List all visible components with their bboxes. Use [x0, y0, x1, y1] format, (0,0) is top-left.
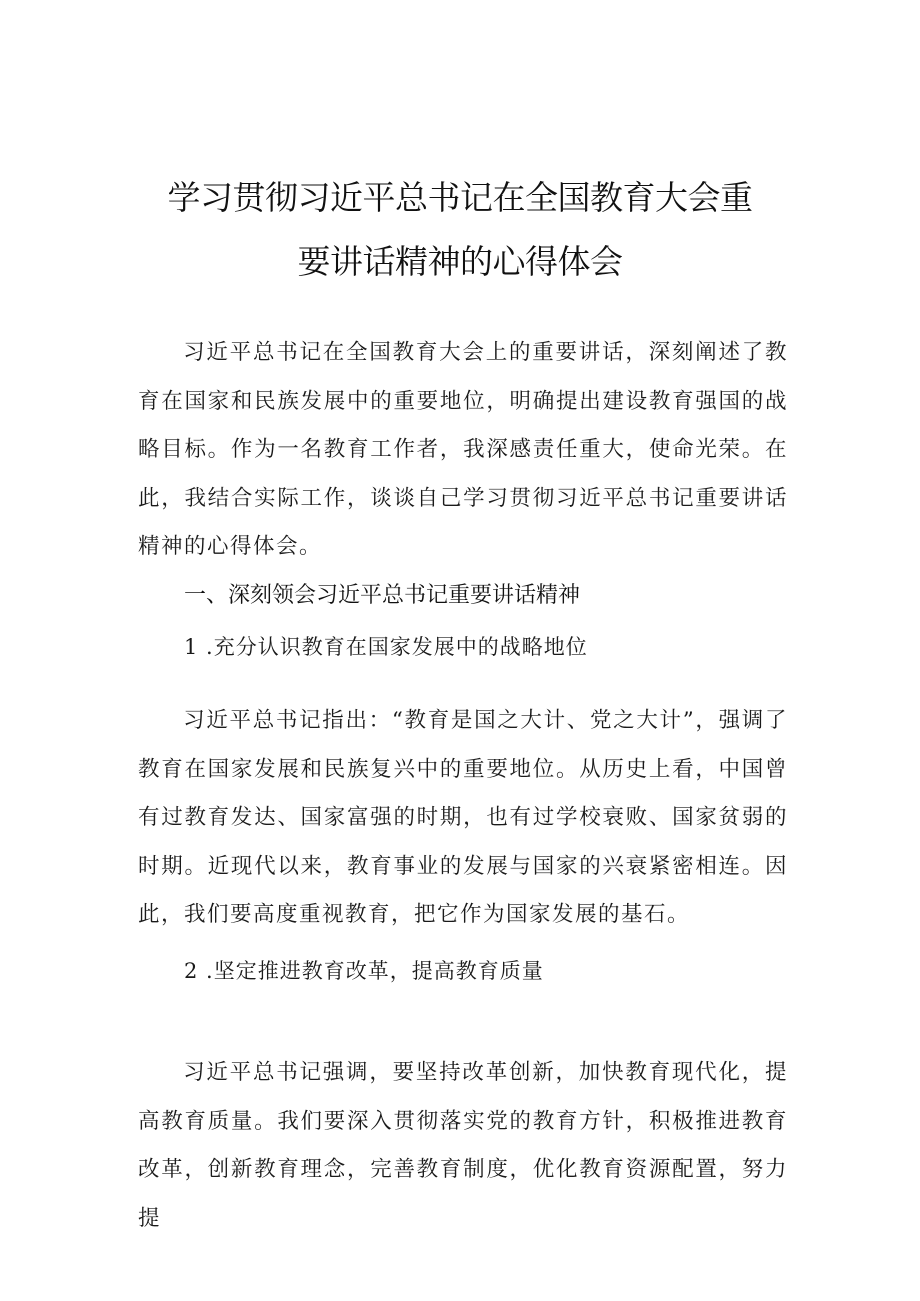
- subsection-2-heading: 2 .坚定推进教育改革，提高教育质量: [184, 959, 544, 983]
- document-title-line-2: 要讲话精神的心得体会: [297, 242, 623, 281]
- subsection-1-heading: 1 .充分认识教育在国家发展中的战略地位: [184, 635, 588, 659]
- document-title-line-1: 学习贯彻习近平总书记在全国教育大会重: [167, 178, 753, 217]
- subsection-2-paragraph: 习近平总书记强调，要坚持改革创新，加快教育现代化，提高教育质量。我们要深入贯彻落实党的教育方针，积极推进教育改革，创新教育理念，完善教育制度，优化教育资源配置，努力提: [138, 1060, 788, 1231]
- intro-paragraph: 习近平总书记在全国教育大会上的重要讲话，深刻阐述了教育在国家和民族发展中的重要地位，明确提出建设教育强国的战略目标。作为一名教育工作者，我深感责任重大，使命光荣。在此，我结合实际工作，谈谈自己学习贯彻习近平总书记重要讲话精神的心得体会。: [138, 340, 788, 560]
- subsection-1-paragraph: 习近平总书记指出：“教育是国之大计、党之大计”，强调了教育在国家发展和民族复兴中的重要地位。从历史上看，中国曾有过教育发达、国家富强的时期，也有过学校衰败、国家贫弱的时期。近现代以来，教育事业的发展与国家的兴衰紧密相连。因此，我们要高度重视教育，把它作为国家发展的基石。: [138, 708, 788, 928]
- section-1-heading: 一、深刻领会习近平总书记重要讲话精神: [184, 583, 581, 608]
